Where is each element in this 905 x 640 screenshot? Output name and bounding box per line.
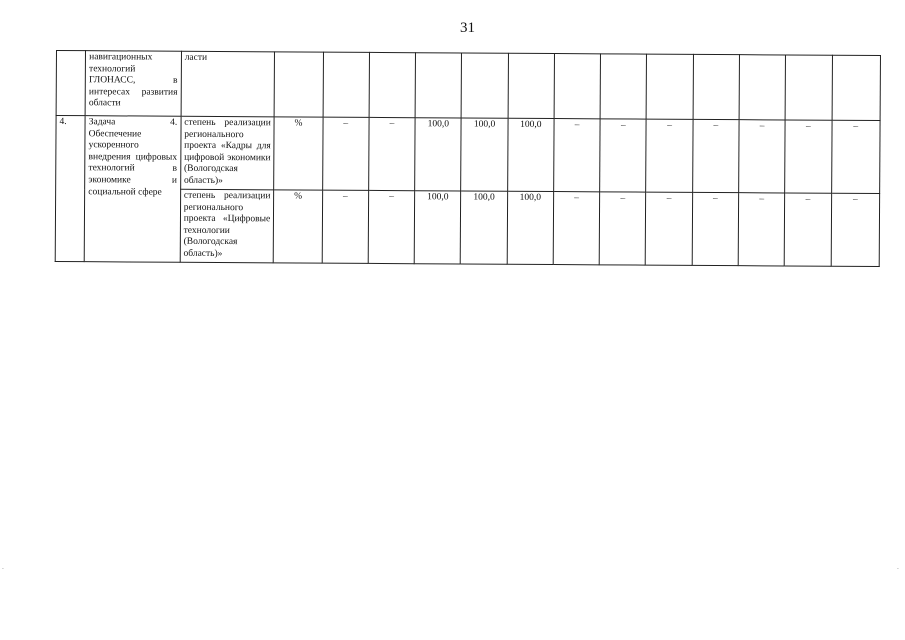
value-cell: – — [831, 120, 880, 193]
indicator-cell: степень реализации регионального проекта «Цифровые технологии (Вологодская область)» — [180, 189, 274, 262]
value-cell: – — [785, 120, 832, 193]
page-number: 31 — [460, 20, 475, 36]
value-cell: 100,0 — [415, 118, 462, 191]
table-row — [56, 116, 880, 194]
value-cell: 100,0 — [461, 118, 508, 191]
row-number-cell — [56, 51, 86, 116]
value-cell — [832, 55, 881, 120]
value-cell: – — [692, 192, 739, 265]
value-cell — [415, 53, 462, 118]
unit-cell: % — [274, 190, 323, 263]
value-cell: – — [369, 117, 416, 190]
row-number-cell: 4. — [55, 116, 85, 262]
value-cell: – — [784, 193, 831, 266]
value-cell — [600, 54, 647, 119]
value-cell: 100,0 — [414, 191, 461, 264]
value-cell — [508, 53, 555, 118]
value-cell: – — [738, 193, 785, 266]
value-cell: – — [322, 190, 369, 263]
task-cell: Задача 4. Обеспечение ускоренного внедрения цифровых технологий в экономике и социальной сфере — [84, 116, 180, 262]
value-cell — [554, 54, 601, 119]
value-cell — [785, 55, 832, 120]
value-cell: – — [554, 119, 601, 192]
value-cell: – — [692, 119, 739, 192]
scan-mark-right: · — [897, 566, 899, 573]
table-row — [56, 51, 880, 121]
indicator-cell: ласти — [181, 51, 275, 117]
value-cell — [693, 54, 740, 119]
scan-mark-left: · — [2, 566, 4, 573]
task-cell: навигационных технологий ГЛОНАСС, в интересах развития области — [85, 51, 181, 117]
unit-cell: % — [274, 117, 323, 190]
value-cell: – — [646, 119, 693, 192]
value-cell: 100,0 — [507, 118, 554, 191]
indicator-cell: степень реализации регионального проекта «Кадры для цифровой экономики (Вологодская область)» — [180, 116, 274, 190]
value-cell: – — [322, 117, 369, 190]
value-cell: – — [600, 119, 647, 192]
value-cell: – — [739, 120, 786, 193]
value-cell — [323, 52, 370, 117]
value-cell: 100,0 — [461, 191, 508, 264]
value-cell — [647, 54, 694, 119]
indicators-table — [55, 50, 881, 267]
value-cell — [369, 52, 416, 117]
value-cell: 100,0 — [507, 191, 554, 264]
value-cell: – — [831, 193, 880, 266]
value-cell: – — [599, 192, 646, 265]
value-cell: – — [553, 192, 600, 265]
value-cell — [461, 53, 508, 118]
value-cell — [739, 55, 786, 120]
value-cell: – — [646, 192, 693, 265]
unit-cell — [274, 52, 323, 117]
value-cell: – — [368, 190, 415, 263]
